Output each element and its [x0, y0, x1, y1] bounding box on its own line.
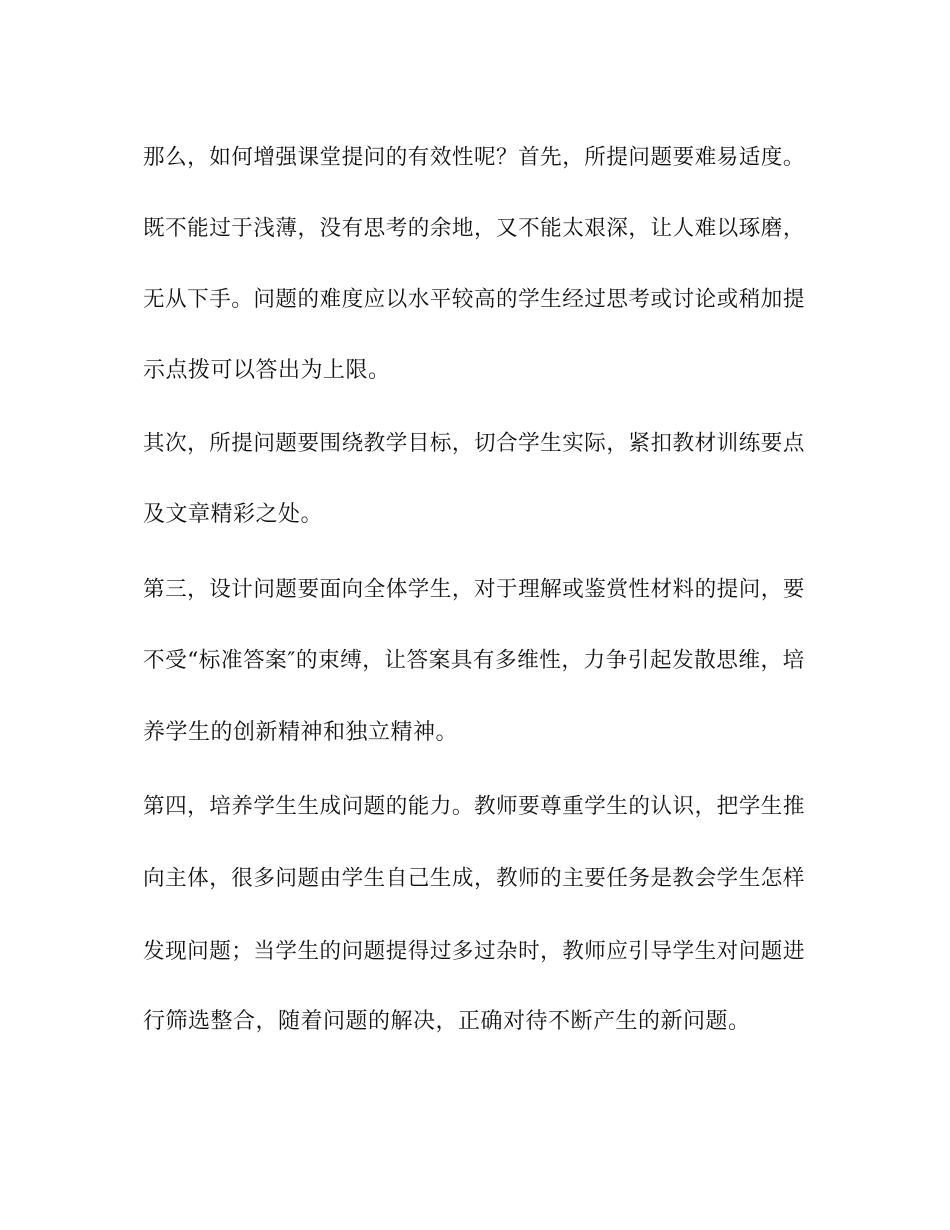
text-line: 发现问题；当学生的问题提得过多过杂时，教师应引导学生对问题进 — [143, 939, 805, 964]
text-line: 第四，培养学生生成问题的能力。教师要尊重学生的认识，把学生推 — [143, 794, 805, 819]
text-line: 无从下手。问题的难度应以水平较高的学生经过思考或讨论或稍加提 — [143, 287, 805, 312]
text-line: 不受“标准答案″的束缚，让答案具有多维性，力争引起发散思维，培 — [143, 648, 805, 673]
text-line: 第三，设计问题要面向全体学生，对于理解或鉴赏性材料的提问，要 — [143, 577, 805, 602]
text-line: 既不能过于浅薄，没有思考的余地，又不能太艰深，让人难以琢磨， — [143, 216, 805, 241]
text-line: 养学生的创新精神和独立精神。 — [143, 720, 459, 745]
text-line: 示点拨可以答出为上限。 — [143, 358, 391, 383]
text-line: 行筛选整合，随着问题的解决，正确对待不断产生的新问题。 — [143, 1009, 751, 1034]
text-line: 向主体，很多问题由学生自己生成，教师的主要任务是教会学生怎样 — [143, 866, 805, 891]
text-line: 那么，如何增强课堂提问的有效性呢？首先，所提问题要难易适度。 — [143, 145, 805, 170]
text-line: 及文章精彩之处。 — [143, 502, 324, 527]
text-line: 其次，所提问题要围绕教学目标，切合学生实际，紧扣教材训练要点 — [143, 431, 805, 456]
